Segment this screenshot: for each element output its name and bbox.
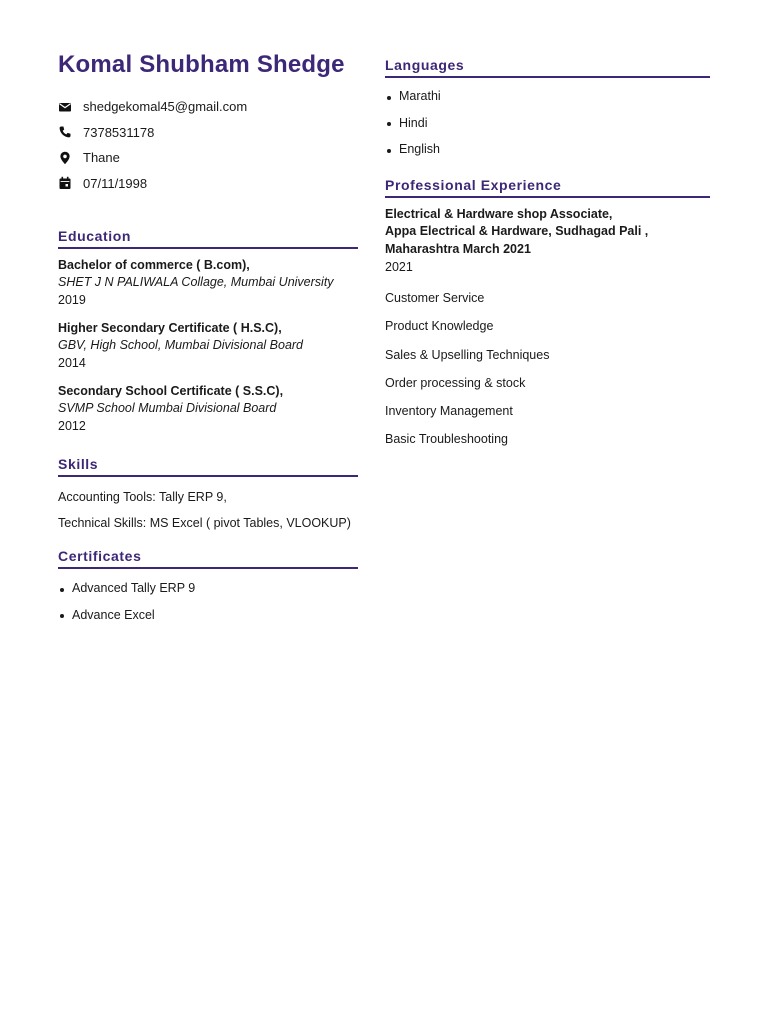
skills-list (58, 484, 358, 536)
contact-phone (58, 120, 358, 146)
education-heading: Education (58, 228, 358, 249)
experience-section (385, 177, 710, 454)
education-list (58, 257, 358, 436)
phone-icon (58, 125, 72, 139)
certificates-section (58, 548, 358, 628)
certificate-item (58, 575, 358, 602)
right-column (385, 57, 710, 454)
certificate-label: Advanced Tally ERP 9 (72, 581, 196, 595)
language-item (385, 110, 710, 137)
bullet-icon (387, 149, 391, 153)
education-degree: Secondary School Certificate ( S.S.C), (58, 384, 284, 398)
contact-list (58, 94, 358, 196)
duty-item: Inventory Management (385, 404, 513, 419)
experience-title-line: Electrical & Hardware shop Associate, (385, 206, 613, 221)
education-degree: Bachelor of commerce ( B.com), (58, 258, 250, 272)
education-item (58, 383, 358, 436)
skills-section (58, 456, 358, 536)
education-year: 2014 (58, 356, 86, 370)
education-school: SVMP School Mumbai Divisional Board (58, 401, 277, 415)
experience-employer-line: Appa Electrical & Hardware, Sudhagad Pali , (385, 224, 649, 238)
education-section (58, 228, 358, 436)
contact-email (58, 94, 358, 120)
contact-birthdate (58, 171, 358, 197)
duty-item: Sales & Upselling Techniques (385, 347, 550, 362)
phone-text: 7378531178 (83, 124, 155, 140)
experience-location-line: Maharashtra March 2021 (385, 241, 531, 256)
bullet-icon (387, 122, 391, 126)
languages-heading: Languages (385, 57, 710, 78)
bullet-icon (387, 96, 391, 100)
language-label: English (399, 142, 440, 156)
calendar-icon (58, 176, 72, 190)
location-icon (58, 151, 72, 165)
email-text[interactable]: shedgekomal45@gmail.com (83, 99, 248, 115)
certificates-heading: Certificates (58, 548, 358, 569)
language-label: Hindi (399, 115, 428, 130)
experience-heading: Professional Experience (385, 177, 710, 198)
education-year: 2019 (58, 293, 86, 307)
certificate-item (58, 602, 358, 629)
location-text: Thane (83, 150, 120, 166)
candidate-name: Komal Shubham Shedge (58, 51, 345, 78)
left-column (58, 50, 358, 628)
language-item (385, 136, 710, 163)
education-school: SHET J N PALIWALA Collage, Mumbai University (58, 275, 334, 289)
education-item (58, 320, 358, 373)
language-item (385, 83, 710, 110)
bullet-icon (60, 588, 64, 592)
education-year: 2012 (58, 419, 86, 433)
languages-list (385, 83, 710, 163)
bullet-icon (60, 614, 64, 618)
education-item (58, 257, 358, 310)
experience-role (385, 206, 710, 277)
duty-item: Basic Troubleshooting (385, 432, 508, 447)
experience-duties (385, 284, 710, 454)
language-label: Marathi (399, 89, 441, 103)
education-school: GBV, High School, Mumbai Divisional Board (58, 338, 304, 352)
skill-item: Technical Skills: MS Excel ( pivot Tables, VLOOKUP) (58, 516, 351, 530)
experience-year: 2021 (385, 260, 413, 274)
email-icon (58, 100, 72, 114)
languages-section (385, 57, 710, 163)
skill-item: Accounting Tools: Tally ERP 9, (58, 490, 227, 504)
birthdate-text: 07/11/1998 (83, 175, 148, 191)
education-degree: Higher Secondary Certificate ( H.S.C), (58, 321, 282, 335)
duty-item: Order processing & stock (385, 375, 526, 390)
contact-location (58, 145, 358, 171)
certificate-label: Advance Excel (72, 607, 155, 622)
certificates-list (58, 575, 358, 628)
duty-item: Product Knowledge (385, 319, 494, 334)
skills-heading: Skills (58, 456, 358, 477)
duty-item: Customer Service (385, 291, 485, 305)
